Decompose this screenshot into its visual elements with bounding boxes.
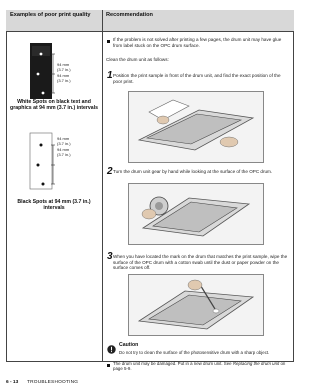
caution-text: Do not try to clean the surface of the photosensitive drum with a sharp object. [119,350,270,355]
step-3-text: When you have located the mark on the drum that matches the print sample, wipe the surface of the OPC drum with a cotton swab until the dust or paper powder on the surface comes off. [113,254,288,271]
footer-page-number: 6 - 13 [6,380,19,385]
bullet-marker-2 [107,364,110,367]
step-2-number: 2 [107,166,113,177]
bullet-damaged-text [113,361,289,371]
white-spots-caption: White Spots on black text and graphics at 94 mm (3.7 in.) intervals [10,99,98,111]
bullet-damaged-suffix: on page 5-9. [113,361,286,372]
footer-section: TROUBLESHOOTING [27,380,79,385]
drum-unit-photo-2 [128,183,264,245]
replacing-drum-link[interactable]: Replacing the drum unit [232,361,280,366]
black-spots-caption: Black Spots at 94 mm (3.7 in.) intervals [17,199,91,211]
black-spots-mark-1: 94 mm [57,136,70,141]
step-1-text: Position the print sample in front of the drum unit, and find the exact position of the poor print. [113,73,281,84]
drum-unit-photo-3 [128,274,264,336]
caution-icon [107,341,116,350]
bullet-glue-text: If the problem is not solved after printing a few pages, the drum unit may have glue from label stuck on the OPC drum surface. [113,37,282,48]
black-spots-mark-3: 94 mm [57,147,70,152]
step-2-text: Turn the drum unit gear by hand while looking at the surface of the OPC drum. [113,169,273,174]
header-recommendation: Recommendation [106,12,153,18]
white-spots-mark-3: 94 mm [57,73,70,78]
example-white-spots-image [22,41,82,101]
drum-unit-photo-1 [128,91,264,163]
black-spots-mark-4: (3.7 in.) [57,151,71,157]
white-spots-mark-2: (3.7 in.) [57,66,71,72]
white-spots-mark-1: 94 mm [57,62,70,67]
header-examples: Examples of poor print quality [10,12,91,18]
caution-title: Caution [119,342,139,348]
white-spots-mark-4: (3.7 in.) [57,77,71,83]
bullet-damaged-prefix: The drum unit may be damaged. Put in a new drum unit. See [113,361,233,366]
step-3-number: 3 [107,251,113,262]
bullet-marker [107,40,110,43]
column-divider [102,10,103,362]
black-spots-mark-2: (3.7 in.) [57,140,71,146]
clean-intro-text: Clean the drum unit as follows: [106,57,169,62]
example-black-spots-image [22,131,82,191]
step-1-number: 1 [107,70,113,81]
